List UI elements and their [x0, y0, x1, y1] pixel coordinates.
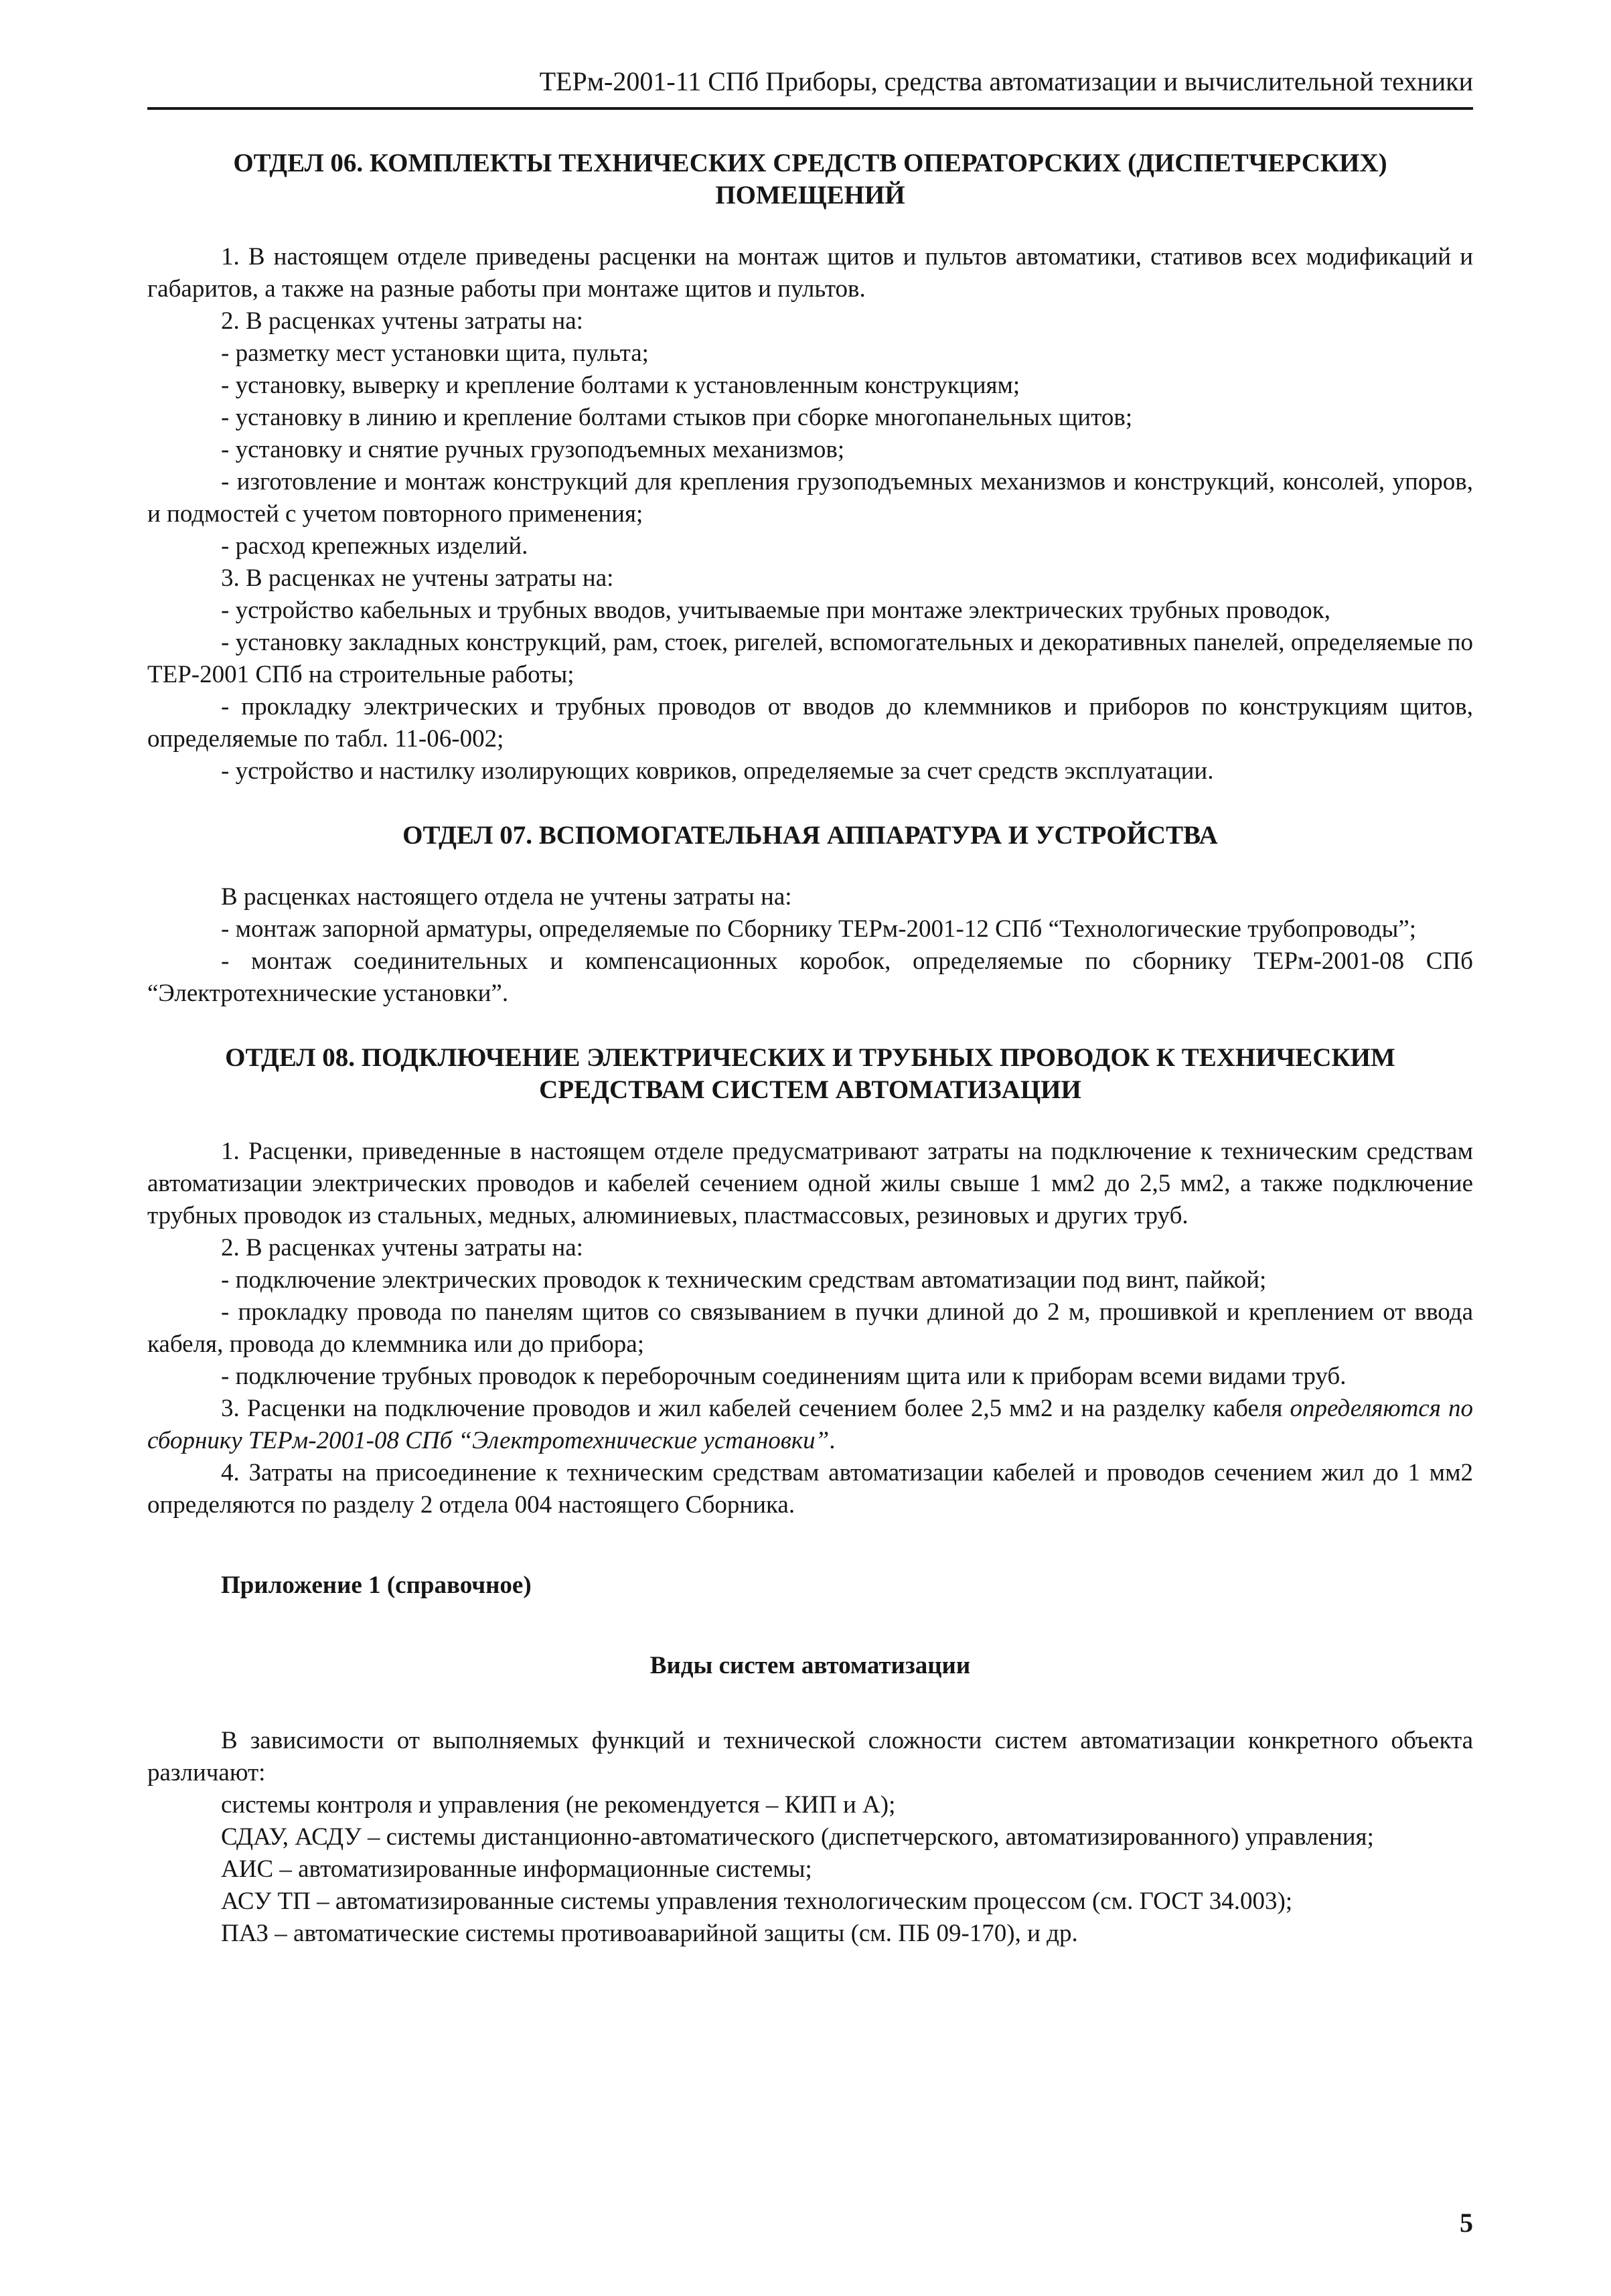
- section-06-list-item: - расход крепежных изделий.: [221, 532, 528, 560]
- section-07-heading: ОТДЕЛ 07. ВСПОМОГАТЕЛЬНАЯ АППАРАТУРА И УСТРОЙСТВА: [402, 821, 1218, 850]
- section-06-list-item: - устройство кабельных и трубных вводов, учитываемые при монтаже электрических трубных проводок,: [221, 597, 1331, 624]
- section-08-paragraph: 1. Расценки, приведенные в настоящем отделе предусматривают затраты на подключение к техническим средствам автоматизации электрических проводов и кабелей сечением одной жилы свыше 1 мм2 до 2,5 мм2, а также подключение трубных проводок из стальных, медных, алюминиевых, пластмассовых, резиновых и других труб.: [147, 1138, 1473, 1229]
- section-06-list-item: - установку закладных конструкций, рам, стоек, ригелей, вспомогательных и декоративных панелей, определяемые по ТЕР-2001 СПб на строительные работы;: [147, 629, 1473, 688]
- section-08-list-item: - подключение электрических проводок к техническим средствам автоматизации под винт, пайкой;: [221, 1266, 1267, 1294]
- appendix-label: Приложение 1 (справочное): [221, 1572, 532, 1599]
- section-06-heading: ОТДЕЛ 06. КОМПЛЕКТЫ ТЕХНИЧЕСКИХ СРЕДСТВ ОПЕРАТОРСКИХ (ДИСПЕТЧЕРСКИХ) ПОМЕЩЕНИЙ: [233, 149, 1387, 210]
- header-rule: [147, 107, 1473, 110]
- section-08-list-item: - подключение трубных проводок к переборочным соединениям щита или к приборам всеми видами труб.: [221, 1363, 1347, 1390]
- appendix-list-item: СДАУ, АСДУ – системы дистанционно-автоматического (диспетчерского, автоматизированного) управления;: [221, 1823, 1374, 1851]
- section-06-list-item: - установку, выверку и крепление болтами к установленным конструкциям;: [221, 372, 1020, 399]
- appendix-paragraph: В зависимости от выполняемых функций и технической сложности систем автоматизации конкретного объекта различают:: [147, 1727, 1473, 1786]
- page-number: 5: [1460, 2208, 1473, 2238]
- section-08-paragraph-3: [147, 1393, 1473, 1457]
- appendix-list-item: АИС – автоматизированные информационные системы;: [221, 1855, 812, 1883]
- appendix-list-item: ПАЗ – автоматические системы противоаварийной защиты (см. ПБ 09-170), и др.: [221, 1920, 1078, 1947]
- section-06-paragraph: 2. В расценках учтены затраты на:: [221, 307, 583, 335]
- paragraph-3-italic-reference: определяются по сборнику ТЕРм-2001-08 СПб “Электротехнические установки”: [147, 1395, 1473, 1454]
- section-08-paragraph-4: 4. Затраты на присоединение к техническим средствам автоматизации кабелей и проводов сечением жил до 1 мм2 определяются по разделу 2 отдела 004 настоящего Сборника.: [147, 1459, 1473, 1519]
- section-07-list-item: - монтаж запорной арматуры, определяемые по Сборнику ТЕРм-2001-12 СПб “Технологические трубопроводы”;: [221, 915, 1417, 943]
- section-06-list-item: - устройство и настилку изолирующих ковриков, определяемые за счет средств эксплуатации.: [221, 757, 1214, 785]
- section-06-paragraph: 3. В расценках не учтены затраты на:: [221, 564, 614, 592]
- section-08-list-item: - прокладку провода по панелям щитов со связыванием в пучки длиной до 2 м, прошивкой и креплением от ввода кабеля, провода до клеммника или до прибора;: [147, 1298, 1473, 1358]
- paragraph-3-text: 3. Расценки на подключение проводов и жил кабелей сечением более 2,5 мм2 и на разделку кабеля: [221, 1395, 1290, 1422]
- paragraph-3-end: .: [829, 1427, 836, 1454]
- section-06-list-item: - разметку мест установки щита, пульта;: [221, 339, 649, 367]
- section-06-list-item: - установку и снятие ручных грузоподъемных механизмов;: [221, 436, 845, 463]
- section-07-list-item: - монтаж соединительных и компенсационных коробок, определяемые по сборнику ТЕРм-2001-08 СПб “Электротехнические установки”.: [147, 947, 1473, 1007]
- section-06-list-item: - установку в линию и крепление болтами стыков при сборке многопанельных щитов;: [221, 404, 1133, 431]
- section-07-paragraph: В расценках настоящего отдела не учтены затраты на:: [221, 883, 792, 911]
- appendix-title: Виды систем автоматизации: [649, 1652, 971, 1679]
- running-header: ТЕРм-2001-11 СПб Приборы, средства автоматизации и вычислительной техники: [539, 66, 1473, 96]
- section-06-list-item: - прокладку электрических и трубных проводов от вводов до клеммников и приборов по конструкциям щитов, определяемые по табл. 11-06-002;: [147, 693, 1473, 753]
- page-content: [147, 147, 1473, 1950]
- section-06-list-item: - изготовление и монтаж конструкций для крепления грузоподъемных механизмов и конструкций, консолей, упоров, и подмостей с учетом повторного применения;: [147, 468, 1473, 528]
- section-08-paragraph: 2. В расценках учтены затраты на:: [221, 1234, 583, 1261]
- appendix-list-item: АСУ ТП – автоматизированные системы управления технологическим процессом (см. ГОСТ 34.003);: [221, 1888, 1293, 1915]
- appendix-list-item: системы контроля и управления (не рекомендуется – КИП и А);: [221, 1791, 896, 1819]
- section-06-paragraph: 1. В настоящем отделе приведены расценки на монтаж щитов и пультов автоматики, стативов всех модификаций и габаритов, а также на разные работы при монтаже щитов и пультов.: [147, 243, 1473, 303]
- section-08-heading: ОТДЕЛ 08. ПОДКЛЮЧЕНИЕ ЭЛЕКТРИЧЕСКИХ И ТРУБНЫХ ПРОВОДОК К ТЕХНИЧЕСКИМ СРЕДСТВАМ СИСТЕМ АВТОМАТИЗАЦИИ: [225, 1043, 1395, 1104]
